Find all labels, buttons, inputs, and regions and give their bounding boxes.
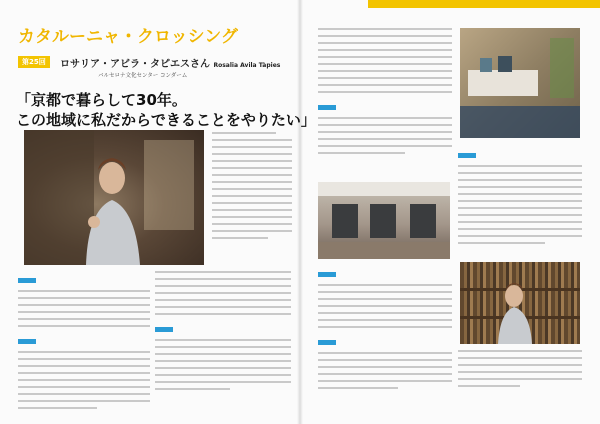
bookshelf-photo <box>460 262 580 344</box>
headline-line1: 「京都で暮らして30年。 <box>16 91 187 109</box>
series-title: カタルーニャ・クロッシング <box>18 27 238 47</box>
issue-badge: 第25回 <box>18 56 50 68</box>
question-tag <box>18 278 36 283</box>
question-tag <box>318 340 336 345</box>
room-photo <box>460 28 580 138</box>
portrait-photo <box>24 130 204 265</box>
question-tag <box>458 153 476 158</box>
person-name-ja: ロサリア・アビラ・タピエスさん <box>60 59 210 70</box>
person-name-roman: Rosalia Avila Tàpies <box>213 62 281 69</box>
question-tag <box>155 327 173 332</box>
accent-bar <box>368 0 600 8</box>
page-gutter <box>297 0 303 424</box>
question-tag <box>18 339 36 344</box>
headline <box>16 90 316 130</box>
body-text-right-4 <box>458 350 582 392</box>
question-tag <box>318 272 336 277</box>
building-facade-photo <box>318 182 450 259</box>
headline-line2: この地域に私だからできることをやりたい」 <box>16 111 316 129</box>
body-text-left-bottom-2 <box>155 271 291 395</box>
question-tag <box>318 105 336 110</box>
body-text-right-1 <box>318 28 452 159</box>
body-text-left-bottom-1 <box>18 271 150 414</box>
body-text-right-2 <box>318 265 452 394</box>
affiliation: バルセロナ文化センター コンダーム <box>98 73 188 79</box>
person-name <box>60 55 280 70</box>
body-text-left-top <box>212 132 292 244</box>
body-text-right-3 <box>458 146 582 249</box>
